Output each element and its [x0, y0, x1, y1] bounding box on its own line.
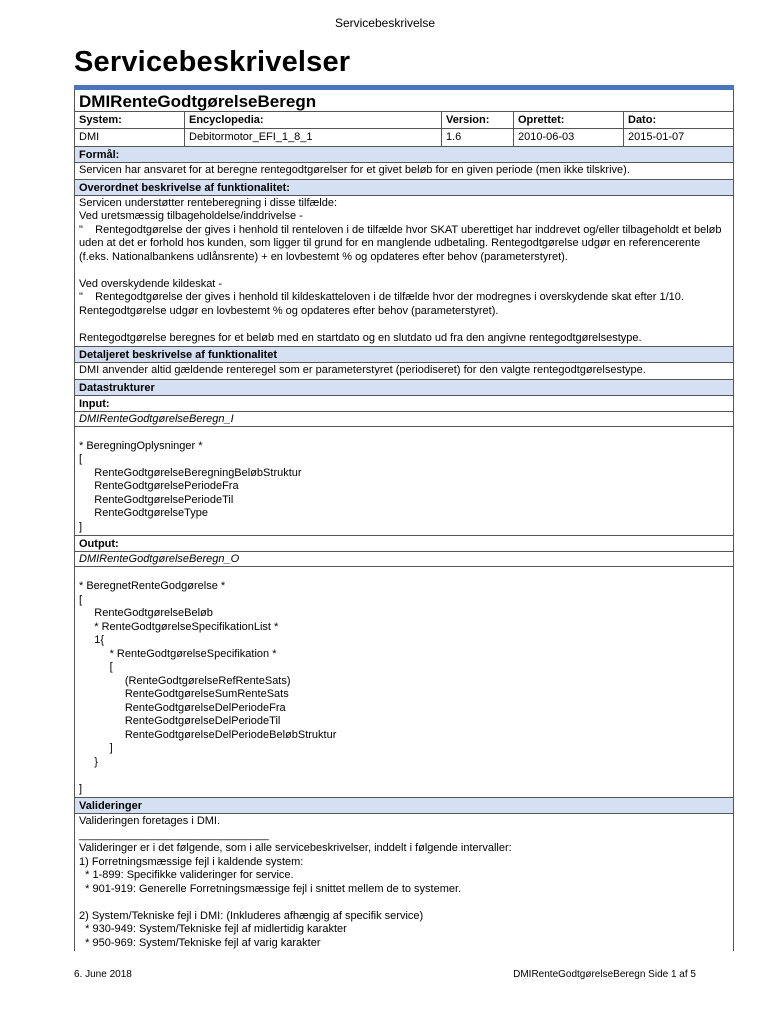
meta-value-encyclopedia: Debitormotor_EFI_1_8_1: [185, 129, 442, 146]
footer-date: 6. June 2018: [74, 969, 132, 980]
section-overordnet-heading: Overordnet beskrivelse af funktionalitet:: [75, 180, 733, 196]
section-formaal-text: Servicen har ansvaret for at beregne rentegodtgørelser for et givet beløb for en given periode (men ikke tilskrive).: [75, 163, 733, 180]
meta-value-oprettet: 2010-06-03: [514, 129, 624, 146]
output-name: DMIRenteGodtgørelseBeregn_O: [75, 552, 733, 567]
section-valideringer-text: Valideringen foretages i DMI. _______________________________ Valideringer er i det følgende, som i alle servicebeskrivelser, inddelt i følgende intervaller: 1) Forretningsmæssige fejl i kaldende system: * 1-899: Specifikke valideringer for service. * 901-919: Generelle Forretningsmæssige fejl i snittet mellem de to systemer. 2) System/Tekniske fejl i DMI: (Inkluderes afhængig af specifik service) * 930-949: System/Tekniske fejl af midlertidig karakter * 950-969: System/Tekniske fejl af varig karakter: [79, 815, 512, 949]
input-name: DMIRenteGodtgørelseBeregn_I: [75, 412, 733, 427]
section-formaal-heading: Formål:: [75, 147, 733, 163]
section-datastrukturer-heading: Datastrukturer: [75, 380, 733, 396]
section-valideringer-heading: Valideringer: [75, 798, 733, 814]
meta-header-dato: Dato:: [628, 114, 657, 126]
meta-header-oprettet: Oprettet:: [514, 112, 624, 128]
input-label: Input:: [75, 396, 733, 412]
meta-value-system: DMI: [75, 129, 185, 146]
running-header: Servicebeskrivelse: [334, 16, 436, 30]
meta-value-dato: 2015-01-07: [628, 131, 685, 143]
section-detaljeret-text: DMI anvender altid gældende renteregel som er parameterstyret (periodiseret) for den valgte rentegodtgørelsestype.: [75, 363, 733, 380]
output-structure: * BeregnetRenteGodgørelse * [ RenteGodtgørelseBeløb * RenteGodtgørelseSpecifikationList * 1{ * RenteGodtgørelseSpecifikation * [ (RenteGodtgørelseRefRenteSats) RenteGodtgørelseSumRenteSats RenteGodtgørelseDelPeriodeFra RenteGodtgørelseDelPeriodeTil RenteGodtgørelseDelPeriodeBeløbStruktur ] } ]: [75, 567, 733, 798]
meta-value-version: 1.6: [442, 129, 514, 146]
page-title: Servicebeskrivelser: [74, 46, 351, 78]
meta-header-encyclopedia: Encyclopedia:: [185, 112, 442, 128]
footer-page-info: DMIRenteGodtgørelseBeregn Side 1 af 5: [513, 969, 696, 980]
meta-header-version: Version:: [442, 112, 514, 128]
meta-header-system: System:: [75, 112, 185, 128]
meta-header-row: [75, 112, 733, 129]
service-table: [74, 90, 734, 951]
section-overordnet-text: Servicen understøtter renteberegning i disse tilfælde: Ved uretsmæssig tilbageholdelse/inddrivelse - " Rentegodtgørelse der gives i henhold til renteloven i de tilfælde hvor SKAT uberettiget har inddrevet og/eller tilbageholdt et beløb uden at det er forhold hos kunden, som ligger til grund for en manglende udbetaling. Rentegodtgørelse udgør en referencerente (f.eks. Nationalbankens udlånsrente) + en lovbestemt % og opdateres efter behov (parameterstyret). Ved overskydende kildeskat - " Rentegodtgørelse der gives i henhold til kildeskatteloven i de tilfælde hvor der modregnes i overskydende skat efter 1/10. Rentegodtgørelse udgør en lovbestemt % og opdateres efter behov (parameterstyret). Rentegodtgørelse beregnes for et beløb med en startdato og en slutdato ud fra den angivne rentegodtgørelsestype.: [75, 196, 733, 348]
meta-value-row: [75, 129, 733, 147]
input-structure: * BeregningOplysninger * [ RenteGodtgørelseBeregningBeløbStruktur RenteGodtgørelsePeriodeFra RenteGodtgørelsePeriodeTil RenteGodtgørelseType ]: [75, 427, 733, 537]
output-label: Output:: [75, 536, 733, 552]
service-name: DMIRenteGodtgørelseBeregn: [75, 90, 733, 112]
section-detaljeret-heading: Detaljeret beskrivelse af funktionalitet: [75, 347, 733, 363]
